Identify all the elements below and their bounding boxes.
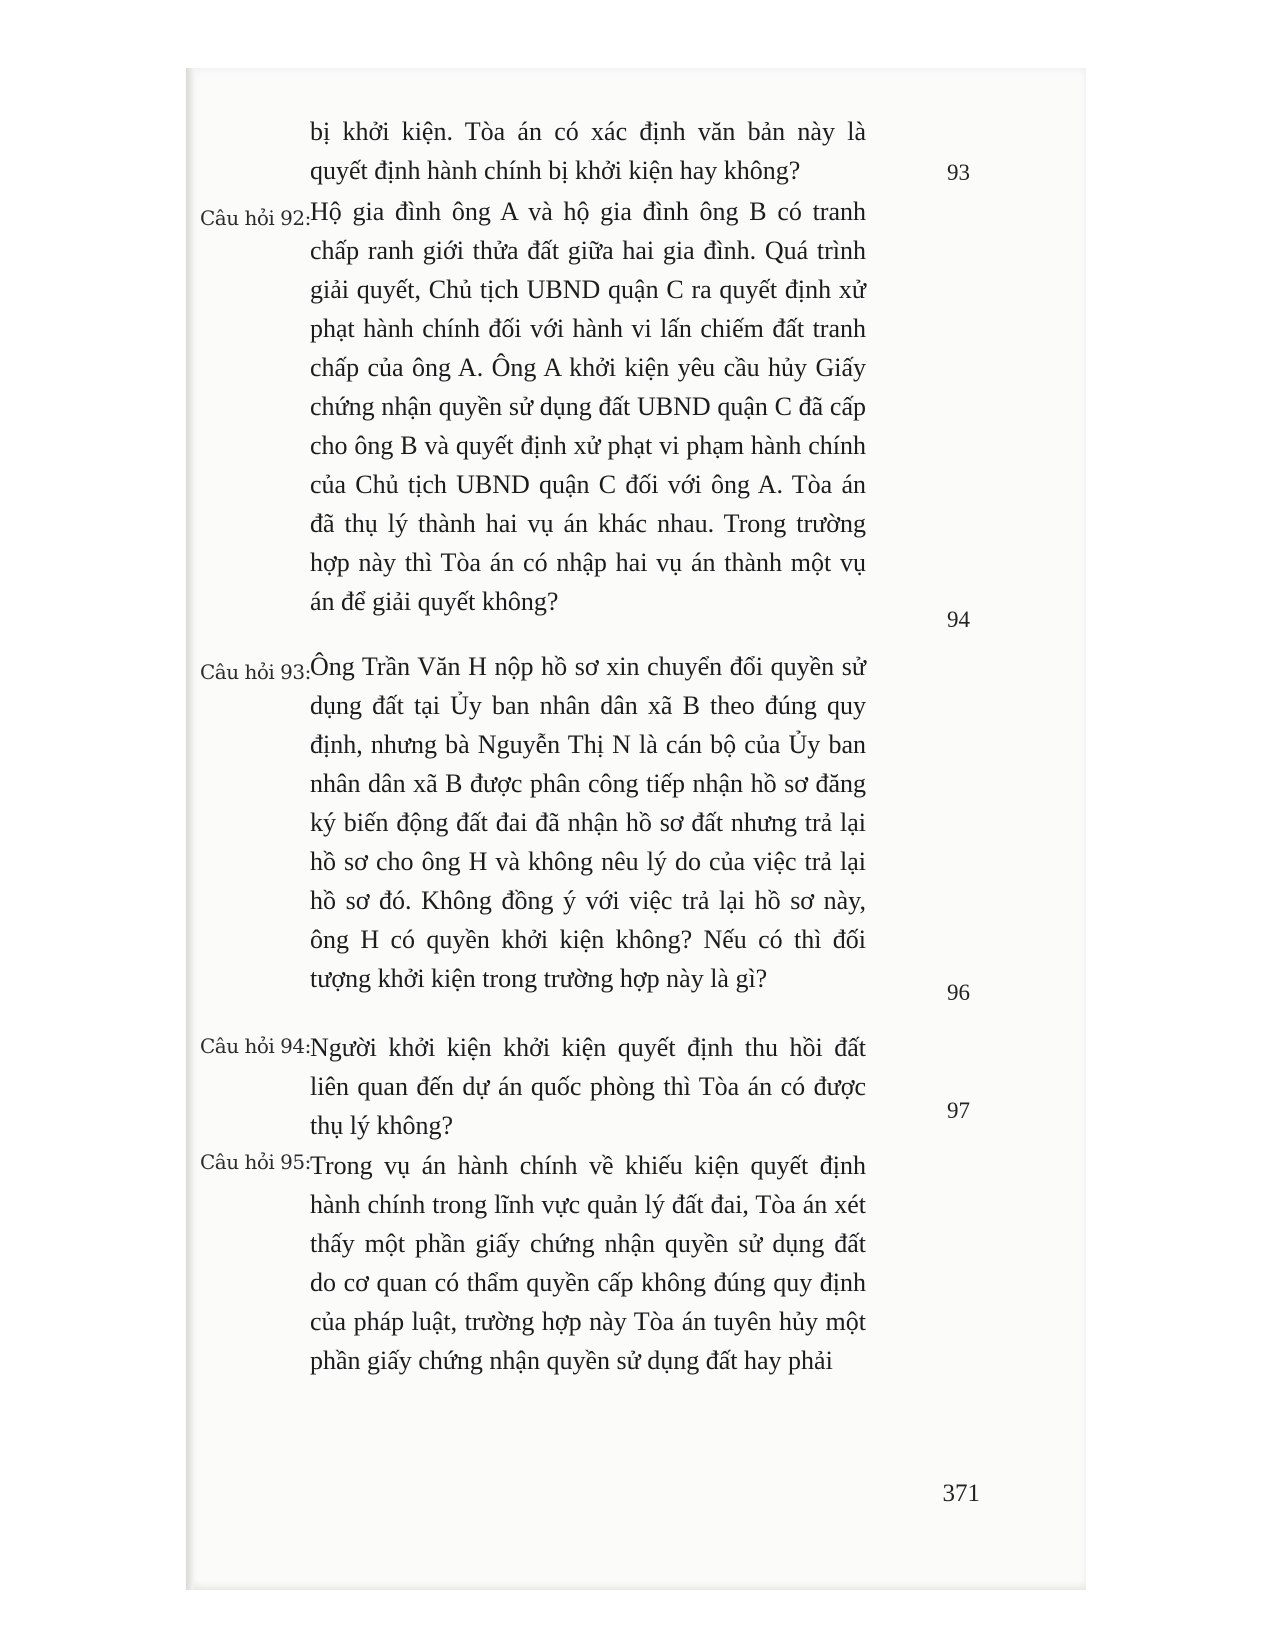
page-number: 96: [947, 980, 970, 1005]
page-number: 93: [947, 160, 970, 185]
entry-text: Ông Trần Văn H nộp hồ sơ xin chuyển đổi quyền sử dụng đất tại Ủy ban nhân dân xã B theo đúng quy định, nhưng bà Nguyễn Thị N là cán bộ của Ủy ban nhân dân xã B được phân công tiếp nhận hồ sơ đăng ký biến động đất đai đã nhận hồ sơ đất nhưng trả lại hồ sơ cho ông H và không nêu lý do của việc trả lại hồ sơ đó. Không đồng ý với việc trả lại hồ sơ này, ông H có quyền khởi kiện không? Nếu có thì đối tượng khởi kiện trong trường hợp này là gì?: [310, 652, 866, 993]
entry-text: Người khởi kiện khởi kiện quyết định thu hồi đất liên quan đến dự án quốc phòng thì Tòa án có được thụ lý không?: [310, 1033, 866, 1140]
page-number: 94: [947, 607, 970, 632]
entry-text: Hộ gia đình ông A và hộ gia đình ông B có tranh chấp ranh giới thửa đất giữa hai gia đình. Quá trình giải quyết, Chủ tịch UBND quận C ra quyết định xử phạt hành chính đối với hành vi lấn chiếm đất tranh chấp của ông A. Ông A khởi kiện yêu cầu hủy Giấy chứng nhận quyền sử dụng đất UBND quận C đã cấp cho ông B và quyết định xử phạt vi phạm hành chính của Chủ tịch UBND quận C đối với ông A. Tòa án đã thụ lý thành hai vụ án khác nhau. Trong trường hợp này thì Tòa án có nhập hai vụ án thành một vụ án để giải quyết không?: [310, 197, 866, 616]
page-number: 97: [947, 1098, 970, 1123]
question-label: Câu hỏi 93:: [200, 660, 311, 684]
question-label: Câu hỏi 94:: [200, 1034, 311, 1058]
question-label: Câu hỏi 92:: [200, 206, 311, 230]
page-gutter-shadow: [186, 68, 194, 1590]
entry-text: bị khởi kiện. Tòa án có xác định văn bản này là quyết định hành chính bị khởi kiện hay không?: [310, 117, 866, 185]
entry-text: Trong vụ án hành chính về khiếu kiện quyết định hành chính trong lĩnh vực quản lý đất đai, Tòa án xét thấy một phần giấy chứng nhận quyền sử dụng đất do cơ quan có thẩm quyền cấp không đúng quy định của pháp luật, trường hợp này Tòa án tuyên hủy một phần giấy chứng nhận quyền sử dụng đất hay phải: [310, 1151, 866, 1375]
folio-page-number: 371: [942, 1480, 980, 1507]
question-label: Câu hỏi 95:: [200, 1150, 311, 1174]
